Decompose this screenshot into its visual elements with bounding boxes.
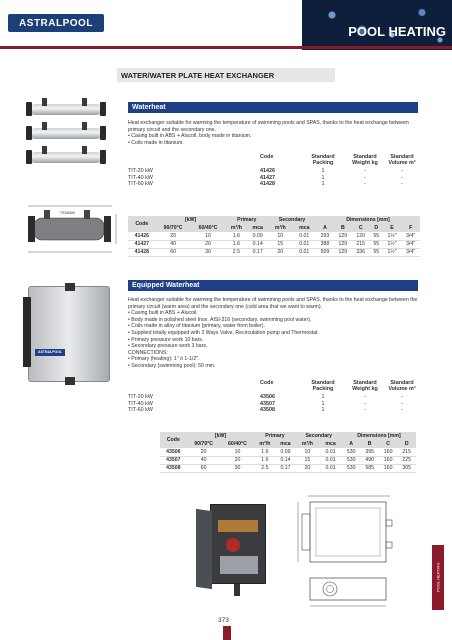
drawing-label: TITANIUM: [60, 211, 75, 215]
col-code: Code: [260, 380, 274, 386]
dim-col-code: Code: [128, 216, 156, 232]
equipped-description-text: Heat exchanger suitable for warming the temperature of swimming pools and SPAS, thanks to the heat exchange between the primary circuit (warm area) and the secondary one (cold area that we want to warm).: [128, 297, 418, 310]
equipped-codes-table: [128, 380, 418, 414]
page-number: 373: [218, 617, 229, 624]
dim-col-code: Code: [160, 432, 187, 448]
equipped-technical-drawing: [290, 492, 410, 610]
equipped-bullet: • Secondary pressure work 3 bars.: [128, 343, 424, 350]
waterheat-bullet: • Casing built in ABS + Alucoil, body made in titanium.: [128, 133, 424, 140]
waterheat-description-text: Heat exchanger suitable for warming the temperature of swimming pools and SPAS, thanks to the heat exchange between primary circuit and the secondary one.: [128, 120, 409, 133]
equipped-description: [128, 297, 424, 370]
dim-col-secondary: Secondary: [296, 432, 342, 440]
page-category-title: POOL HEATING: [348, 24, 446, 39]
equipped-waterheat-band: Equipped Waterheat: [128, 280, 418, 291]
table-row: 41428 60 30 2.5 0.17 20 0.01 509 129 336 55 1½" 3/4": [128, 248, 420, 256]
col-volume: Standard Volume m³: [388, 380, 416, 392]
waterheat-bullet: • Coils made in titanium.: [128, 140, 424, 147]
equipped-dimensions-table: Code [kW] Primary Secondary Dimensions [mm] 90/70°C 60/40°C m³/h mca m³/h mca A B C D 43506 20 10 1.6 0.09 10 0.01 530 395 160 215 43507 40 20 1.6 0.14 15 0.01 530 490 160 225 43508 60 30 2.5 0.17 20 0.01 530 585 160 305: [160, 432, 416, 473]
connection-item: • Secondary (swimming pool): 50 mm.: [128, 363, 424, 370]
dim-col-secondary: Secondary: [268, 216, 316, 224]
col-weight: Standard Weight kg: [352, 380, 378, 392]
table-row: 43508 60 30 2.5 0.17 20 0.01 530 585 160 305: [160, 464, 416, 472]
equipped-bullet: • Casing built in ABS + Alucoil.: [128, 310, 424, 317]
col-packing: Standard Packing: [311, 380, 335, 392]
col-weight: Standard Weight kg: [352, 154, 378, 166]
open-cabinet-image: [196, 500, 268, 596]
waterheat-dimensions-table: Code [kW] Primary Secondary Dimensions [mm] 90/70°C 60/40°C m³/h mca m³/h mca A B C D E F 41426 20 10 1.6 0.09 10 0.01 293 129 120 55 1½" 3/4" 41427 40 20 1.6 0.14 15 0.01 388 129 215 55 1½" 3/4" 41428 60 30 2.5 0.17 20 0.01 509 129 336 55 1½" 3/4": [128, 216, 420, 257]
code-row: TIT-60 kW 41428 1 - -: [128, 181, 403, 187]
equipped-bullet: • Primary pressure work 10 bars.: [128, 337, 424, 344]
waterheat-product-image: [20, 98, 110, 176]
waterheat-band: Waterheat: [128, 102, 418, 113]
code-row: TIT-20 kW 43506 1 - -: [128, 394, 403, 400]
brand-logo-text: ASTRALPOOL: [19, 17, 93, 29]
equipped-bullet: • Supplied totally equipped with 3 Ways Valve, Recirculation pump and Thermostat.: [128, 330, 424, 337]
table-row: 41426 20 10 1.6 0.09 10 0.01 293 129 120 55 1½" 3/4": [128, 232, 420, 240]
header-rule: [0, 46, 452, 49]
waterheat-codes-table: [128, 154, 418, 188]
col-volume: Standard Volume m³: [388, 154, 416, 166]
page-header: [0, 0, 452, 50]
side-category-tab: POOL HEATING: [432, 545, 444, 610]
connections-label: CONNECTIONS:: [128, 349, 168, 356]
code-row: TIT-60 kW 43508 1 - -: [128, 407, 403, 413]
dim-col-primary: Primary: [254, 432, 295, 440]
table-row: 43507 40 20 1.6 0.14 15 0.01 530 490 160 225: [160, 456, 416, 464]
table-row: 41427 40 20 1.6 0.14 15 0.01 388 129 215 55 1½" 3/4": [128, 240, 420, 248]
code-row: TIT-40 kW 41427 1 - -: [128, 174, 403, 181]
equipped-waterheat-product-image: [28, 286, 110, 382]
col-packing: Standard Packing: [311, 154, 335, 166]
dim-col-primary: Primary: [226, 216, 269, 224]
table-row: 43506 20 10 1.6 0.09 10 0.01 530 395 160 215: [160, 448, 416, 456]
code-row: TIT-40 kW 43507 1 - -: [128, 400, 403, 407]
equipped-bullet: • Coils made in alloy of titanium (primary, water from boiler).: [128, 323, 424, 330]
dim-col-dimensions: Dimensions [mm]: [316, 216, 420, 224]
connection-item: • Primary (heating): 1" ó 1-1/2".: [128, 356, 424, 363]
section-title: WATER/WATER PLATE HEAT EXCHANGER: [117, 68, 335, 82]
dim-col-kw: [kW]: [156, 216, 226, 224]
dim-col-dimensions: Dimensions [mm]: [342, 432, 416, 440]
page-marker: [223, 626, 231, 640]
brand-logo: [8, 14, 104, 32]
waterheat-description: [128, 120, 424, 146]
unit-logo: ASTRALPOOL: [35, 349, 65, 356]
dim-col-kw: [kW]: [187, 432, 255, 440]
equipped-bullet: • Body made in polished steel Inox. AISI-316 (secondary, swimming pool water).: [128, 317, 424, 324]
col-code: Code: [260, 154, 274, 160]
waterheat-technical-drawing: [20, 200, 120, 262]
code-row: TIT-20 kW 41426 1 - -: [128, 168, 403, 174]
